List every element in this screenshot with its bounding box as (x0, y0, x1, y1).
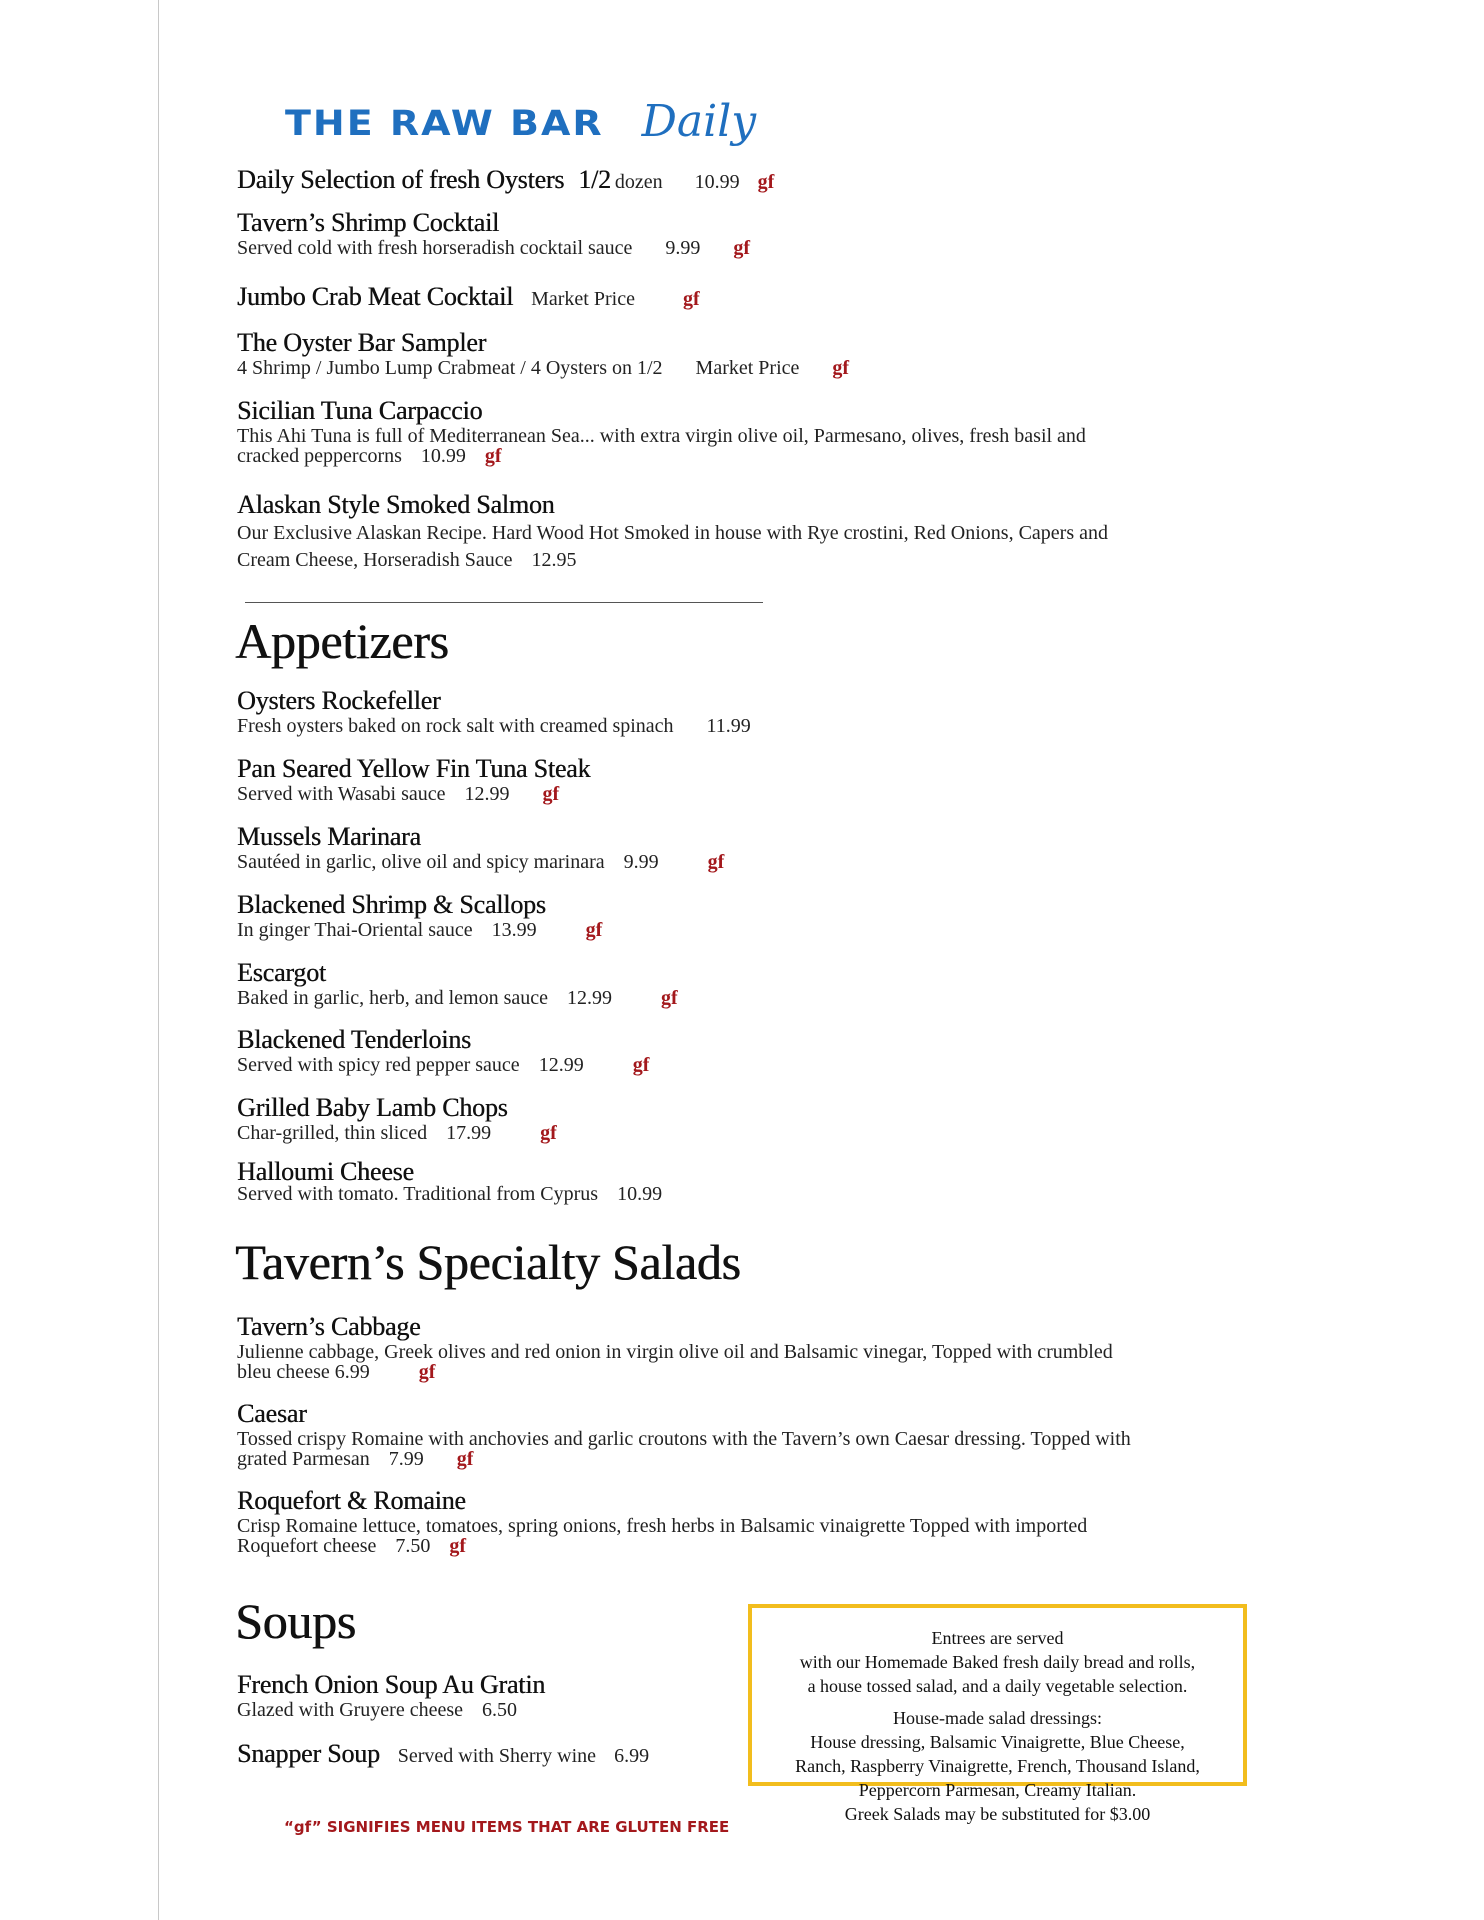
menu-item-tuna-steak (237, 754, 1257, 804)
item-name: Blackened Shrimp & Scallops (237, 890, 546, 919)
gluten-free-badge: gf (484, 445, 502, 467)
gluten-free-footnote: “gf” SIGNIFIES MENU ITEMS THAT ARE GLUTEN FREE (284, 1818, 730, 1836)
raw-bar-title: THE RAW BAR (285, 102, 604, 144)
item-description: Tossed crispy Romaine with anchovies and garlic croutons with the Tavern’s own Caesar dressing. Topped with (237, 1428, 1131, 1450)
item-description: Char-grilled, thin sliced (237, 1122, 428, 1144)
menu-item-oyster-sampler (237, 328, 1257, 378)
page-margin-line (158, 0, 159, 1920)
menu-item-escargot (237, 958, 1257, 1008)
info-text-line: House-made salad dressings: (893, 1708, 1102, 1728)
item-description: Baked in garlic, herb, and lemon sauce (237, 987, 548, 1009)
item-name: The Oyster Bar Sampler (237, 328, 487, 357)
gluten-free-badge: gf (542, 783, 560, 805)
item-description: Our Exclusive Alaskan Recipe. Hard Wood Hot Smoked in house with Rye crostini, Red Onions, Capers and (237, 522, 1108, 544)
menu-item-mussels (237, 822, 1257, 872)
item-description: Julienne cabbage, Greek olives and red onion in virgin olive oil and Balsamic vinegar, Topped with crumbled (237, 1341, 1113, 1363)
item-price: 17.99 (446, 1122, 492, 1144)
item-name: Mussels Marinara (237, 822, 421, 851)
item-description: Fresh oysters baked on rock salt with creamed spinach (237, 715, 674, 737)
item-description: Sautéed in garlic, olive oil and spicy marinara (237, 851, 605, 873)
item-name: Tavern’s Cabbage (237, 1312, 421, 1341)
item-description: Crisp Romaine lettuce, tomatoes, spring onions, fresh herbs in Balsamic vinaigrette Topped with imported (237, 1515, 1088, 1537)
item-name: Daily Selection of fresh Oysters (237, 165, 565, 194)
item-description: Served with spicy red pepper sauce (237, 1054, 520, 1076)
item-description: Served cold with fresh horseradish cocktail sauce (237, 237, 633, 259)
info-text-line: Entrees are served (931, 1628, 1064, 1648)
menu-item-french-onion-soup (237, 1670, 737, 1720)
item-price: Market Price (531, 288, 635, 310)
item-price: 13.99 (491, 919, 537, 941)
item-description: 4 Shrimp / Jumbo Lump Crabmeat / 4 Oysters on 1/2 (237, 357, 663, 379)
item-price: 9.99 (665, 237, 701, 259)
gluten-free-badge: gf (733, 237, 751, 259)
item-description-cont: bleu cheese (237, 1361, 330, 1383)
menu-item-shrimp-cocktail (237, 208, 1257, 258)
item-price: 6.99 (614, 1745, 650, 1767)
gluten-free-badge: gf (832, 357, 850, 379)
info-text-line: Greek Salads may be substituted for $3.00 (844, 1804, 1151, 1824)
item-price: 12.99 (567, 987, 612, 1009)
item-price: 9.99 (623, 851, 659, 873)
menu-item-oysters-rockefeller (237, 686, 1257, 736)
item-price: 10.99 (694, 171, 740, 193)
item-description: This Ahi Tuna is full of Mediterranean Sea... with extra virgin olive oil, Parmesano, olives, fresh basil and (237, 425, 1086, 447)
gluten-free-badge: gf (757, 171, 775, 193)
entree-info-box (748, 1604, 1247, 1824)
item-name: Oysters Rockefeller (237, 686, 441, 715)
info-text-line: with our Homemade Baked fresh daily bread and rolls, (799, 1652, 1196, 1672)
item-name: Blackened Tenderloins (237, 1025, 471, 1054)
menu-item-cabbage-salad (237, 1312, 1257, 1382)
menu-item-crab-cocktail (237, 282, 1257, 312)
menu-item-oysters (237, 165, 1257, 195)
gluten-free-badge: gf (585, 919, 603, 941)
item-description-cont: Cream Cheese, Horseradish Sauce (237, 549, 513, 571)
item-price: 7.99 (388, 1448, 424, 1470)
raw-bar-subtitle: Daily (641, 96, 757, 147)
raw-bar-heading (285, 96, 756, 147)
gluten-free-badge: gf (632, 1054, 650, 1076)
menu-item-roquefort-salad (237, 1486, 1257, 1556)
gluten-free-badge: gf (661, 987, 678, 1009)
item-price: 11.99 (706, 715, 751, 737)
gluten-free-badge: gf (540, 1122, 557, 1144)
item-name: Pan Seared Yellow Fin Tuna Steak (237, 754, 591, 783)
menu-item-tenderloins (237, 1025, 1257, 1075)
item-price: 12.95 (531, 549, 577, 571)
item-name: Sicilian Tuna Carpaccio (237, 396, 483, 425)
menu-item-lamb-chops (237, 1093, 1257, 1143)
item-price: 7.50 (395, 1535, 431, 1557)
item-name: Roquefort & Romaine (237, 1486, 466, 1515)
item-name: French Onion Soup Au Gratin (237, 1670, 546, 1699)
item-price: 10.99 (617, 1183, 663, 1205)
gluten-free-badge: gf (682, 288, 700, 310)
item-name: Halloumi Cheese (237, 1157, 414, 1186)
item-name: Snapper Soup (237, 1739, 380, 1768)
item-description: Served with Wasabi sauce (237, 783, 446, 805)
gluten-free-badge: gf (456, 1448, 474, 1470)
item-price: Market Price (695, 357, 800, 379)
item-name: Jumbo Crab Meat Cocktail (237, 282, 514, 311)
item-price: 6.50 (482, 1699, 517, 1721)
item-description: Served with Sherry wine (397, 1745, 597, 1767)
info-text-line: Ranch, Raspberry Vinaigrette, French, Thousand Island, (795, 1756, 1200, 1776)
menu-item-caesar-salad (237, 1399, 1257, 1469)
menu-item-tuna-carpaccio (237, 396, 1257, 466)
soups-title: Soups (235, 1593, 356, 1649)
item-description-cont: grated Parmesan (237, 1448, 370, 1470)
item-description-cont: Roquefort cheese (237, 1535, 377, 1557)
item-quantity: 1/2 (578, 165, 611, 194)
info-text-line: a house tossed salad, and a daily vegetable selection. (807, 1676, 1188, 1696)
menu-item-halloumi (237, 1157, 1257, 1205)
item-price: 12.99 (464, 783, 510, 805)
gluten-free-badge: gf (707, 851, 725, 873)
item-name: Alaskan Style Smoked Salmon (237, 490, 555, 519)
info-text-line: House dressing, Balsamic Vinaigrette, Blue Cheese, (810, 1732, 1185, 1752)
item-unit: dozen (614, 171, 663, 193)
gluten-free-badge: gf (449, 1535, 467, 1557)
menu-item-snapper-soup (237, 1739, 737, 1769)
item-name: Tavern’s Shrimp Cocktail (237, 208, 500, 237)
item-price: 6.99 (334, 1361, 370, 1383)
item-description: In ginger Thai-Oriental sauce (237, 919, 473, 941)
item-name: Escargot (237, 958, 326, 987)
gluten-free-badge: gf (418, 1361, 436, 1383)
item-name: Caesar (237, 1399, 307, 1428)
item-price: 12.99 (538, 1054, 584, 1076)
menu-item-smoked-salmon (237, 490, 1257, 574)
item-description-cont: cracked peppercorns (237, 445, 402, 467)
section-divider (245, 602, 763, 603)
item-price: 10.99 (420, 445, 466, 467)
info-text-line: Peppercorn Parmesan, Creamy Italian. (858, 1780, 1137, 1800)
item-description: Served with tomato. Traditional from Cyprus (237, 1183, 599, 1205)
item-description: Glazed with Gruyere cheese (237, 1699, 463, 1721)
salads-title: Tavern’s Specialty Salads (235, 1234, 741, 1290)
menu-item-shrimp-scallops (237, 890, 1257, 940)
appetizers-title: Appetizers (235, 613, 449, 669)
item-name: Grilled Baby Lamb Chops (237, 1093, 508, 1122)
